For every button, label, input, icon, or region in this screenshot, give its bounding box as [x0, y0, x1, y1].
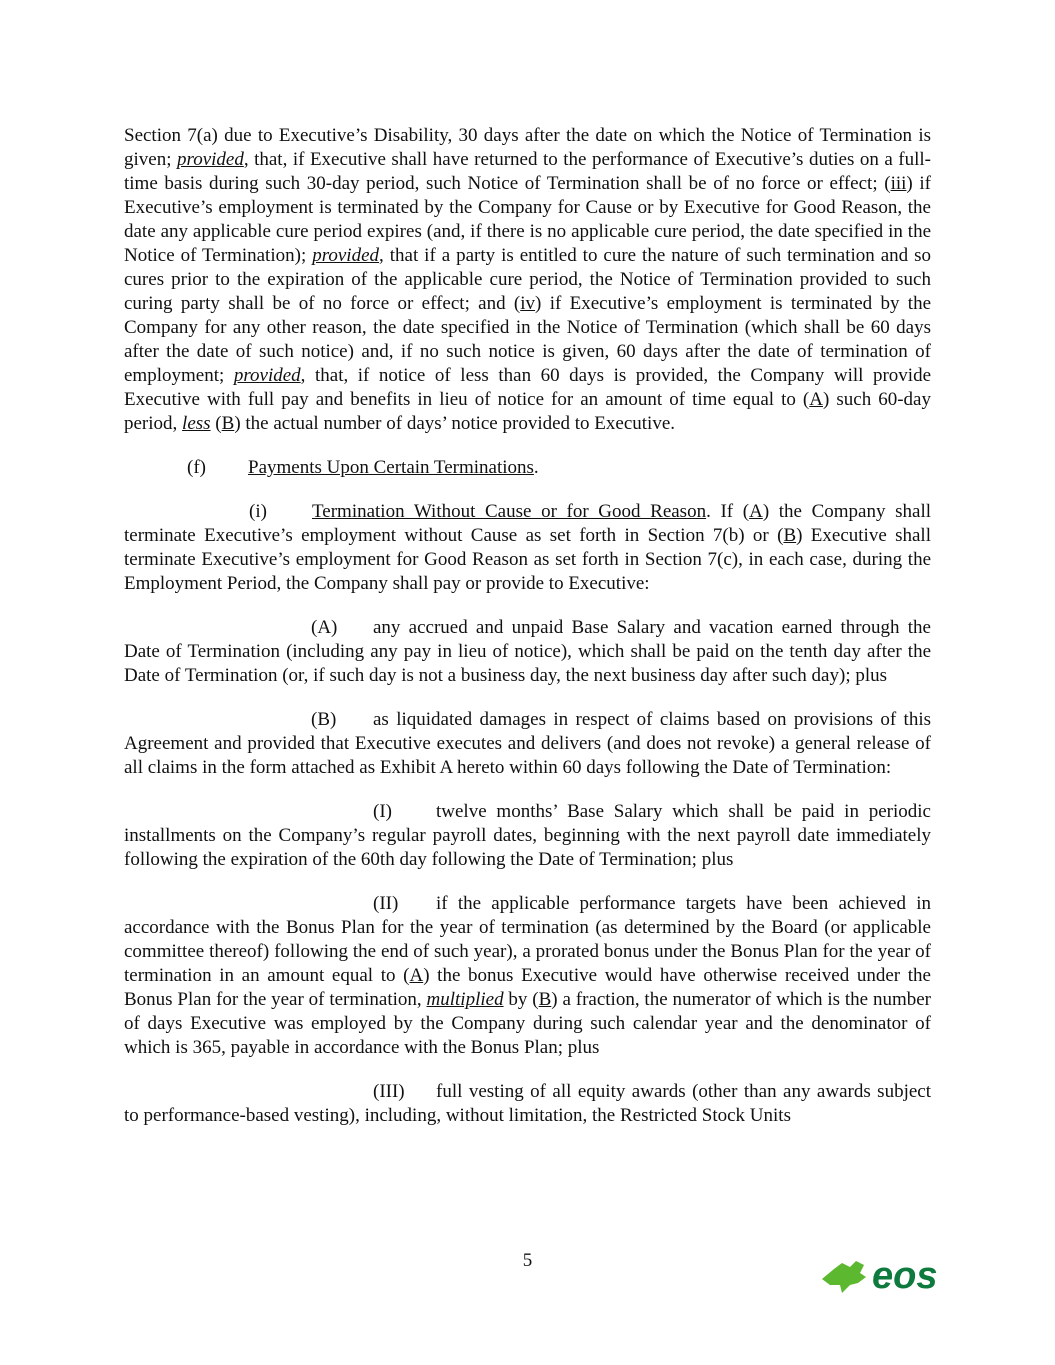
emphasis-multiplied: multiplied: [426, 989, 504, 1010]
emphasis-provided: provided: [312, 245, 380, 266]
item-text: any accrued and unpaid Base Salary and vacation earned through the Date of Termination (including any pay in lieu of notice), which shall be paid on the tenth day after the Date of Termination (or, if such day is not a business day, the next business day after such day); plus: [124, 617, 931, 686]
text: ) the Company shall terminate Executive’s employment without Cause as set forth in Section 7(b) or (: [124, 501, 932, 546]
subsection-number: (i): [249, 501, 267, 522]
section-heading-f: [124, 456, 931, 480]
emphasis-provided: provided: [233, 365, 301, 386]
clause-marker-iii: iii: [890, 173, 907, 194]
text: ) Executive shall terminate Executive’s employment for Good Reason as set forth in Section 7(c), in each case, during the Employment Period, the Company shall pay or provide to Executive:: [124, 525, 931, 594]
section-number: (f): [187, 457, 206, 478]
item-number: (I): [373, 801, 392, 822]
item-text: twelve months’ Base Salary which shall be paid in periodic installments on the Company’s regular payroll dates, beginning with the next payroll date immediately following the expiration of the 60th day following the Date of Termination; plus: [124, 801, 931, 870]
paragraph-date-of-termination: [124, 124, 931, 436]
item-number: (A): [311, 617, 338, 638]
clause-marker-b: B: [538, 989, 552, 1010]
item-text: as liquidated damages in respect of claims based on provisions of this Agreement and provided that Executive executes and delivers (and does not revoke) a general release of all claims in the form attached as Exhibit A hereto within 60 days following the Date of Termination:: [124, 709, 931, 778]
text: ) a fraction, the numerator of which is the number of days Executive was employed by the Company during such calendar year and the denominator of which is 365, payable in accordance with the Bonus Plan; plus: [124, 989, 932, 1058]
emphasis-provided: provided: [177, 149, 244, 170]
item-number: (III): [373, 1081, 405, 1102]
paragraph-termination-without-cause: [124, 500, 931, 596]
text: by (: [503, 989, 539, 1010]
paragraph-item-b: [124, 708, 931, 780]
clause-marker-a: A: [749, 501, 763, 522]
text: ) such 60-day period,: [124, 389, 931, 434]
text: ) if Executive’s employment is terminated by the Company for Cause or by Executive for Good Reason, the date any applicable cure period expires (and, if there is no applicable cure period, the date specified in the Notice of Termination);: [124, 173, 931, 266]
text: if the applicable performance targets have been achieved in accordance with the Bonus Plan for the year of termination (as determined by the Board (or applicable committee thereof) following the end of such year), a prorated bonus under the Bonus Plan for the year of termination in an amount equal to (: [124, 893, 931, 986]
text: ) the bonus Executive would have otherwise received under the Bonus Plan for the year of termination,: [124, 965, 931, 1010]
document-page: [124, 124, 931, 1148]
leaf-icon: [822, 1261, 866, 1293]
eos-logo: [820, 1255, 960, 1297]
clause-marker-a: A: [809, 389, 823, 410]
paragraph-item-I: [124, 800, 931, 872]
text: , that, if notice of less than 60 days is provided, the Company will provide Executive with full pay and benefits in lieu of notice for an amount of time equal to (: [124, 365, 932, 410]
item-number: (B): [311, 709, 337, 730]
text: . If (: [706, 501, 750, 522]
emphasis-less: less: [182, 413, 211, 434]
section-title: Payments Upon Certain Terminations: [248, 457, 534, 478]
section-title-period: .: [533, 457, 539, 478]
text: , that if a party is entitled to cure the nature of such termination and so cures prior to the expiration of the applicable cure period, the Notice of Termination provided to such curing party shall be of no force or effect; and (: [124, 245, 932, 314]
text: , that, if Executive shall have returned to the performance of Executive’s duties on a full-time basis during such 30-day period, such Notice of Termination shall be of no force or effect; (: [124, 149, 931, 194]
logo-wordmark: eos: [872, 1255, 938, 1297]
page-number: 5: [522, 1250, 533, 1271]
item-text: full vesting of all equity awards (other than any awards subject to performance-based vesting), including, without limitation, the Restricted Stock Units: [124, 1081, 931, 1126]
text: ) if Executive’s employment is terminated by the Company for any other reason, the date specified in the Notice of Termination (which shall be 60 days after the date of such notice) and, if no such notice is given, 60 days after the date of termination of employment;: [124, 293, 932, 386]
paragraph-item-a: [124, 616, 931, 688]
item-number: (II): [373, 893, 399, 914]
clause-marker-a: A: [409, 965, 424, 986]
text: ) the actual number of days’ notice provided to Executive.: [234, 413, 676, 434]
text: (: [210, 413, 222, 434]
text: Section 7(a) due to Executive’s Disability, 30 days after the date on which the Notice of Termination is given;: [124, 125, 931, 170]
paragraph-item-II: [124, 892, 931, 1060]
clause-marker-b: B: [783, 525, 797, 546]
clause-marker-b: B: [221, 413, 235, 434]
paragraph-item-III: [124, 1080, 931, 1128]
clause-marker-iv: iv: [520, 293, 536, 314]
subsection-title: Termination Without Cause or for Good Reason: [312, 501, 707, 522]
